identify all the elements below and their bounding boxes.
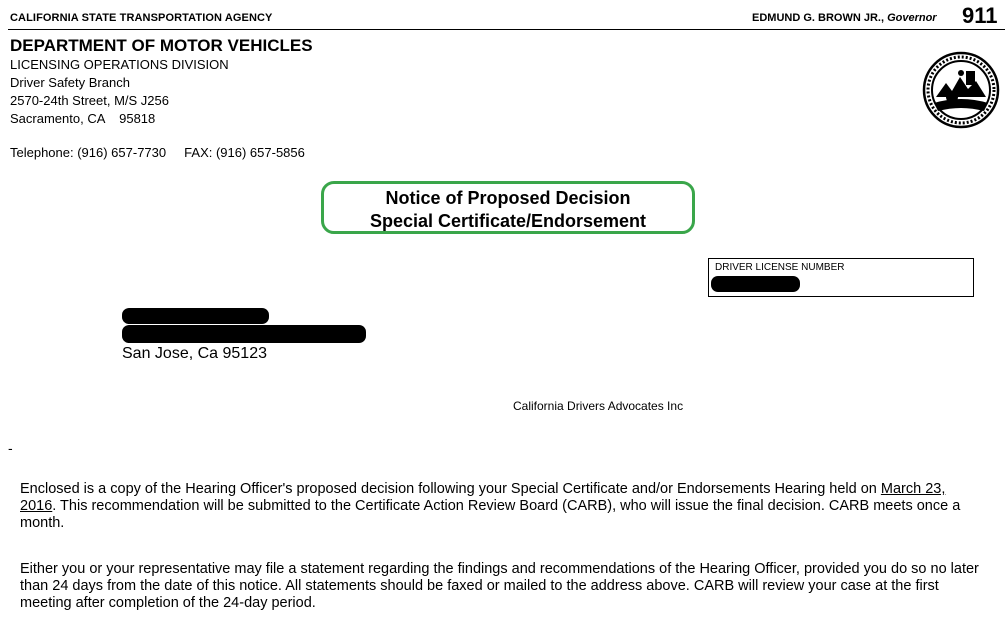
- dash-mark: -: [8, 440, 13, 456]
- representative-name: California Drivers Advocates Inc: [513, 399, 684, 413]
- redaction-recipient-name: [122, 308, 269, 324]
- state-seal-icon: [922, 51, 1000, 129]
- paragraph-2-text: Either you or your representative may file a statement regarding the findings and recommendations of the Hearing Officer, provided you do so no later than 24 days from the date of this notice. All statements should be faxed or mailed to the address above. CARB will review your case at the first meeting after completion of the 24-day period.: [20, 561, 979, 611]
- notice-title: Notice of Proposed Decision: [385, 188, 631, 208]
- driver-license-box: [708, 258, 974, 297]
- form-number: 911: [962, 3, 998, 28]
- notice-title-box: [321, 181, 695, 234]
- paragraph-1-start: Enclosed is a copy of the Hearing Officer's proposed decision following your Special Certificate and/or Endorsements Hearing held on: [20, 481, 881, 497]
- governor-title: Governor: [887, 12, 937, 24]
- department-name: DEPARTMENT OF MOTOR VEHICLES: [10, 36, 313, 55]
- notice-subtitle: Special Certificate/Endorsement: [369, 211, 647, 231]
- contact-line: Telephone: (916) 657-7730 FAX: (916) 657-5856: [10, 145, 305, 160]
- governor-line: [752, 12, 937, 24]
- body-paragraph-2: [20, 561, 980, 612]
- agency-name: CALIFORNIA STATE TRANSPORTATION AGENCY: [10, 12, 273, 24]
- governor-name: EDMUND G. BROWN JR.,: [752, 12, 884, 24]
- street-address: 2570-24th Street, M/S J256: [10, 93, 169, 108]
- redaction-recipient-street: [122, 325, 366, 343]
- recipient-city-line: San Jose, Ca 95123: [122, 345, 267, 362]
- hearing-date: March 23, 2016: [20, 481, 946, 514]
- redaction-license-number: [711, 276, 800, 292]
- body-paragraph-1: [20, 481, 980, 532]
- city-address: Sacramento, CA 95818: [10, 111, 156, 126]
- driver-license-label: DRIVER LICENSE NUMBER: [715, 262, 845, 273]
- branch-name: Driver Safety Branch: [10, 75, 130, 90]
- header-rule: [8, 29, 1005, 30]
- paragraph-1-end: . This recommendation will be submitted to the Certificate Action Review Board (CARB), who will issue the final decision. CARB meets once a month.: [20, 498, 961, 531]
- division-name: LICENSING OPERATIONS DIVISION: [10, 57, 229, 72]
